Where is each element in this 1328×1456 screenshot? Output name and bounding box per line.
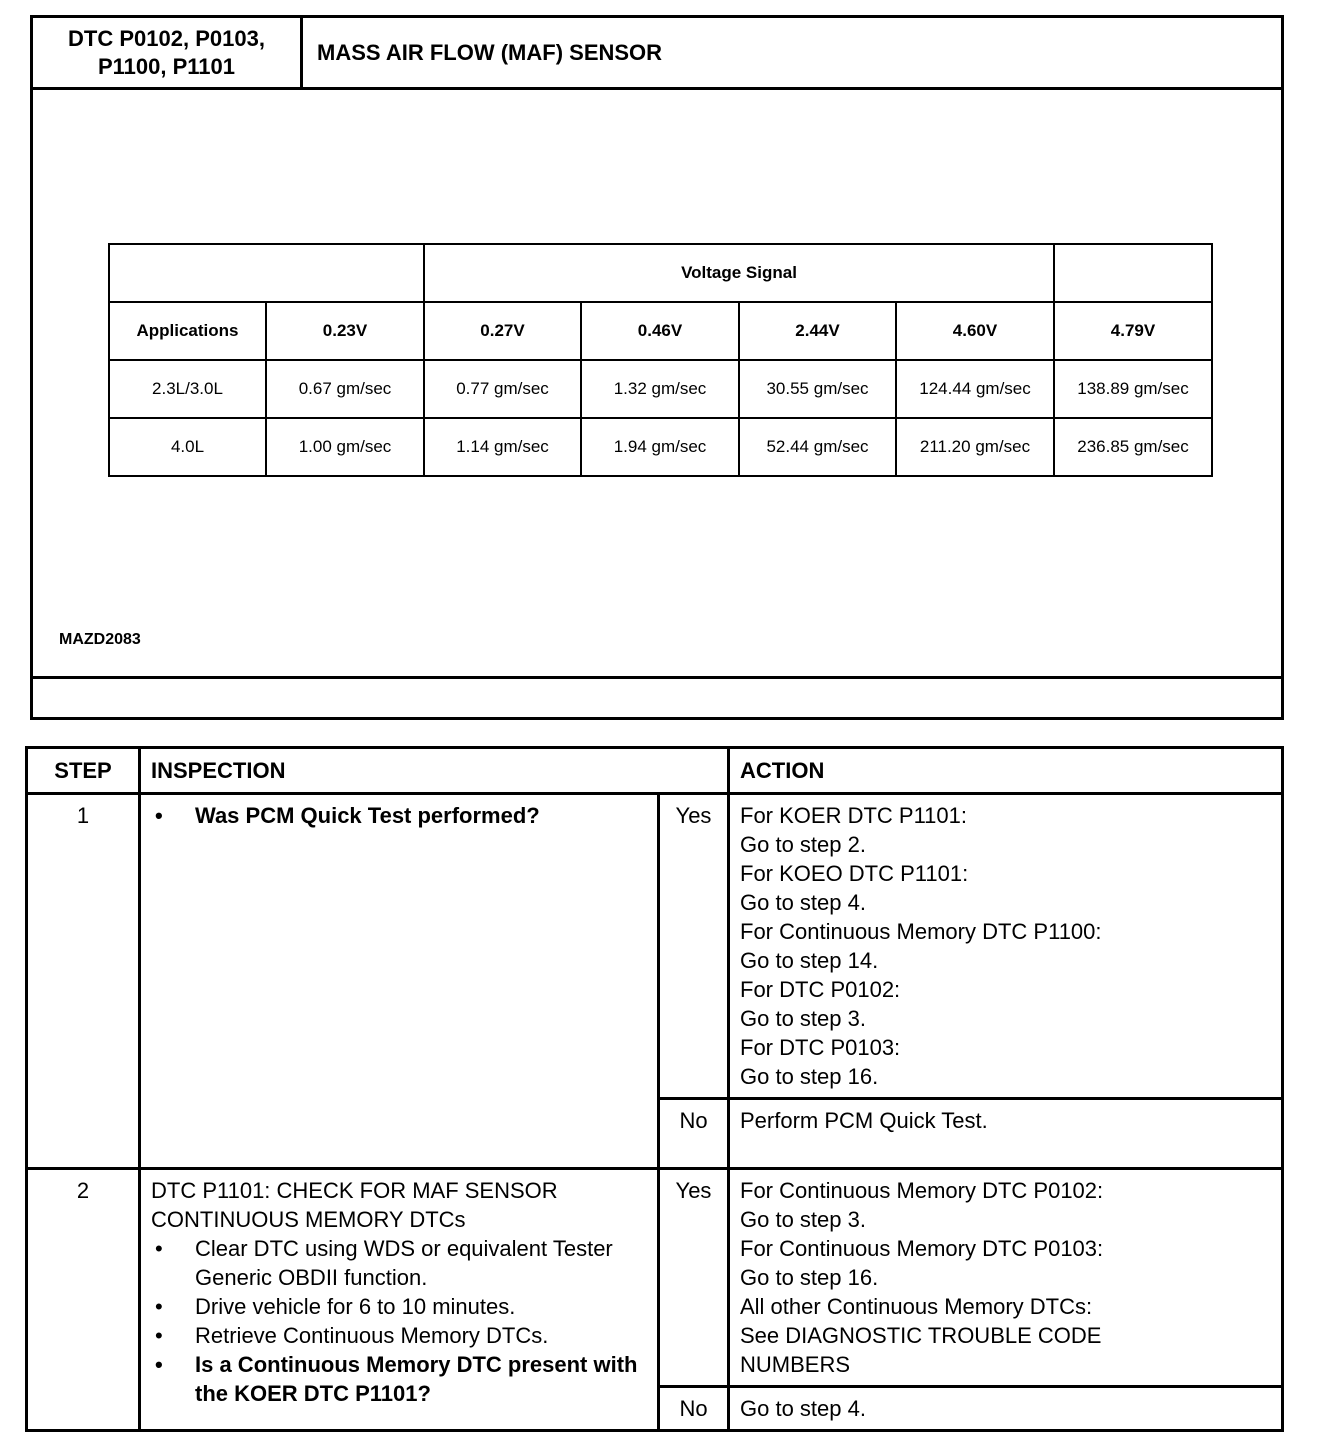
inspection-bullet: • Clear DTC using WDS or equivalent Tester Generic OBDII function. — [151, 1234, 647, 1292]
yes-action-cell — [729, 1169, 1283, 1387]
maf-table-group-row — [109, 244, 1212, 302]
voltage-header: 2.44V — [739, 302, 896, 360]
inspection-title-line: DTC P1101: CHECK FOR MAF SENSOR — [151, 1178, 558, 1203]
maf-table-empty-cell — [109, 244, 424, 302]
no-label: No — [659, 1387, 729, 1431]
no-label: No — [659, 1099, 729, 1169]
inspection-bullet: • Was PCM Quick Test performed? — [151, 801, 647, 830]
flow-value-cell: 1.00 gm/sec — [266, 418, 424, 476]
maf-table-header-row — [109, 302, 1212, 360]
action-line: For KOEO DTC P1101: — [740, 861, 969, 886]
voltage-header: 0.46V — [581, 302, 739, 360]
maf-table-empty-cell — [1054, 244, 1212, 302]
flow-value-cell: 0.77 gm/sec — [424, 360, 581, 418]
action-line: Go to step 3. — [740, 1207, 866, 1232]
action-line: Go to step 2. — [740, 832, 866, 857]
figure-box — [30, 15, 1284, 720]
diagnostic-steps-table — [25, 746, 1284, 1432]
step-column-header: STEP — [27, 748, 140, 794]
inspection-title-line: CONTINUOUS MEMORY DTCs — [151, 1207, 466, 1232]
application-cell: 2.3L/3.0L — [109, 360, 266, 418]
applications-header: Applications — [109, 302, 266, 360]
action-line: NUMBERS — [740, 1352, 851, 1377]
action-line: Go to step 3. — [740, 1006, 866, 1031]
action-line: For DTC P0103: — [740, 1035, 901, 1060]
yes-label: Yes — [659, 794, 729, 1099]
inspection-column-header: INSPECTION — [140, 748, 729, 794]
action-line: All other Continuous Memory DTCs: — [740, 1294, 1093, 1319]
maf-table-row — [109, 418, 1212, 476]
steps-header-row — [27, 748, 1283, 794]
flow-value-cell: 0.67 gm/sec — [266, 360, 424, 418]
dtc-codes-header: DTC P0102, P0103, P1100, P1101 — [33, 18, 303, 90]
action-column-header: ACTION — [729, 748, 1283, 794]
step-row — [27, 1169, 1283, 1387]
step-number: 2 — [27, 1169, 140, 1431]
flow-value-cell: 211.20 gm/sec — [896, 418, 1054, 476]
voltage-header: 4.79V — [1054, 302, 1212, 360]
action-line: Perform PCM Quick Test. — [740, 1108, 988, 1133]
voltage-header: 0.27V — [424, 302, 581, 360]
yes-label: Yes — [659, 1169, 729, 1387]
action-line: For DTC P0102: — [740, 977, 901, 1002]
action-line: See DIAGNOSTIC TROUBLE CODE — [740, 1323, 1102, 1348]
yes-action-cell — [729, 794, 1283, 1099]
inspection-bullet: • Is a Continuous Memory DTC present with the KOER DTC P1101? — [151, 1350, 647, 1408]
action-line: Go to step 4. — [740, 1396, 866, 1421]
application-cell: 4.0L — [109, 418, 266, 476]
maf-voltage-table — [108, 243, 1213, 477]
action-line: Go to step 4. — [740, 890, 866, 915]
inspection-bullets — [151, 1234, 647, 1408]
action-line: Go to step 14. — [740, 948, 879, 973]
step-row — [27, 794, 1283, 1099]
flow-value-cell: 124.44 gm/sec — [896, 360, 1054, 418]
step-number: 1 — [27, 794, 140, 1169]
flow-value-cell: 52.44 gm/sec — [739, 418, 896, 476]
flow-value-cell: 1.14 gm/sec — [424, 418, 581, 476]
no-action-cell — [729, 1099, 1283, 1169]
flow-value-cell: 30.55 gm/sec — [739, 360, 896, 418]
voltage-header: 4.60V — [896, 302, 1054, 360]
figure-id: MAZD2083 — [59, 631, 141, 648]
inspection-cell — [140, 794, 659, 1169]
page-title: MASS AIR FLOW (MAF) SENSOR — [303, 18, 1281, 90]
maf-table-row — [109, 360, 1212, 418]
inspection-bullet: • Retrieve Continuous Memory DTCs. — [151, 1321, 647, 1350]
voltage-header: 0.23V — [266, 302, 424, 360]
flow-value-cell: 1.94 gm/sec — [581, 418, 739, 476]
flow-value-cell: 138.89 gm/sec — [1054, 360, 1212, 418]
action-line: For KOER DTC P1101: — [740, 803, 967, 828]
action-line: For Continuous Memory DTC P0102: — [740, 1178, 1104, 1203]
inspection-bullet: • Drive vehicle for 6 to 10 minutes. — [151, 1292, 647, 1321]
flow-value-cell: 1.32 gm/sec — [581, 360, 739, 418]
flow-value-cell: 236.85 gm/sec — [1054, 418, 1212, 476]
no-action-cell — [729, 1387, 1283, 1431]
action-line: For Continuous Memory DTC P0103: — [740, 1236, 1104, 1261]
figure-divider — [33, 676, 1281, 679]
action-line: For Continuous Memory DTC P1100: — [740, 919, 1102, 944]
action-line: Go to step 16. — [740, 1265, 879, 1290]
inspection-bullets — [151, 801, 647, 830]
inspection-cell — [140, 1169, 659, 1431]
action-line: Go to step 16. — [740, 1064, 879, 1089]
voltage-signal-header: Voltage Signal — [424, 244, 1054, 302]
